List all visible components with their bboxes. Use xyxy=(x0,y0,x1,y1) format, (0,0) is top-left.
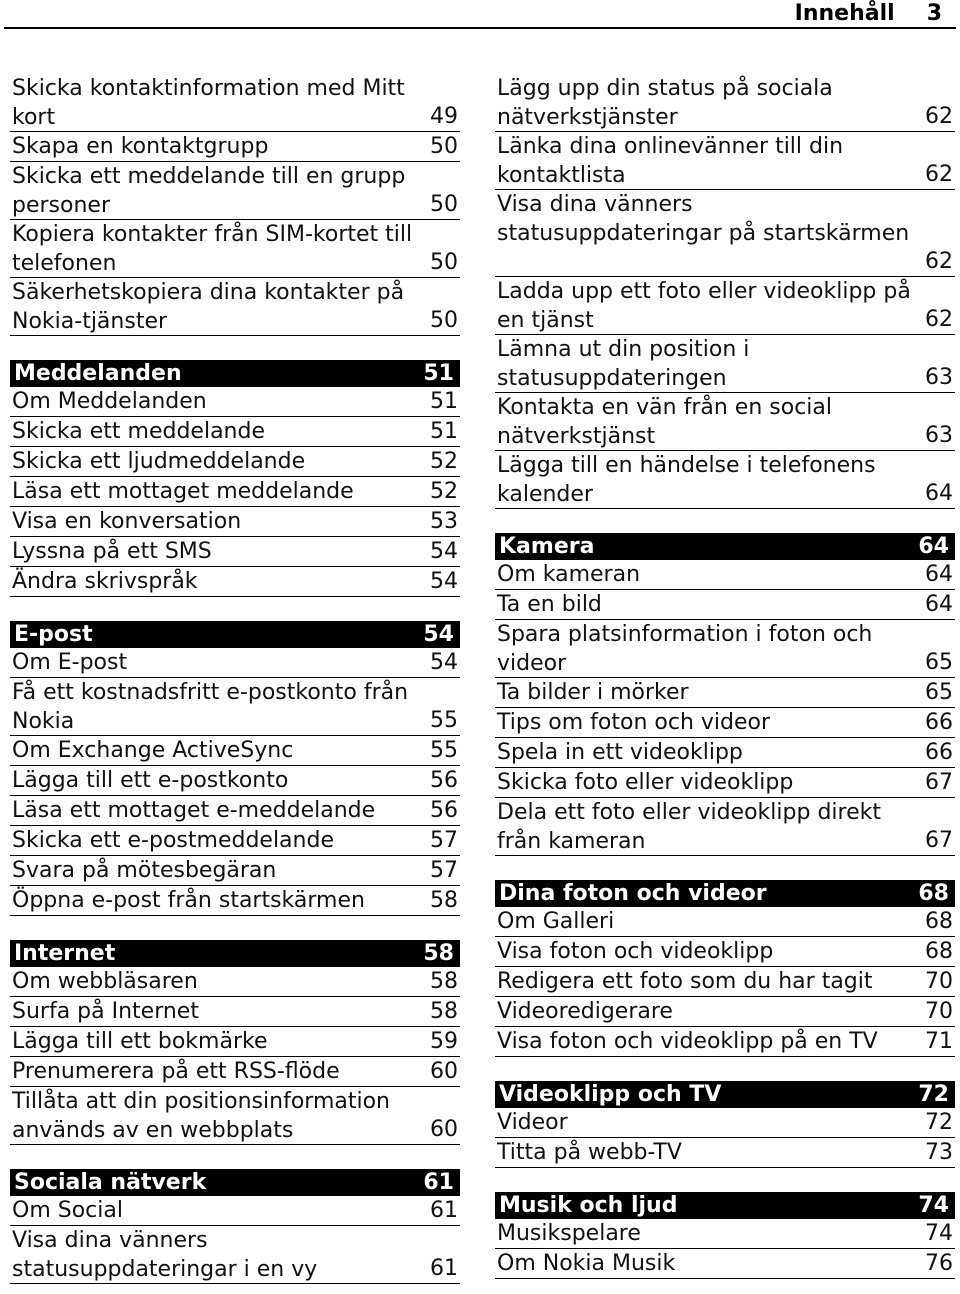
toc-entry[interactable] xyxy=(10,220,460,278)
toc-section-heading[interactable] xyxy=(10,1169,460,1196)
entry-title: Ta en bild xyxy=(497,592,602,617)
entry-page-number: 50 xyxy=(430,308,458,333)
toc-entry[interactable] xyxy=(10,826,460,856)
toc-entry[interactable] xyxy=(495,997,955,1027)
entry-title: Titta på webb-TV xyxy=(497,1140,682,1165)
section-title: Sociala nätverk xyxy=(14,1170,207,1195)
toc-entry[interactable] xyxy=(10,886,460,916)
entry-page-number: 64 xyxy=(925,592,953,617)
toc-entry[interactable] xyxy=(10,477,460,507)
section-page-number: 72 xyxy=(918,1082,949,1107)
toc-entry[interactable] xyxy=(495,132,955,190)
entry-title: Lägga till en händelse i telefonens kalender xyxy=(497,453,876,507)
toc-entry[interactable] xyxy=(10,796,460,826)
section-title: Internet xyxy=(14,941,116,966)
entry-page-number: 59 xyxy=(430,1029,458,1054)
toc-entry[interactable] xyxy=(495,708,955,738)
toc-entry[interactable] xyxy=(10,766,460,796)
entry-title: Skicka ett meddelande xyxy=(12,419,265,444)
toc-entry[interactable] xyxy=(495,1027,955,1057)
entry-page-number: 50 xyxy=(430,134,458,159)
toc-entry[interactable] xyxy=(495,798,955,856)
entry-title: Om kameran xyxy=(497,562,641,587)
section-title: Musik och ljud xyxy=(499,1193,678,1218)
entry-title: Svara på mötesbegäran xyxy=(12,858,277,883)
toc-entry[interactable] xyxy=(10,736,460,766)
header-rule xyxy=(4,27,956,29)
toc-entry[interactable] xyxy=(10,678,460,736)
entry-title: Säkerhetskopiera dina kontakter på Nokia-tjänster xyxy=(12,280,405,334)
entry-title: Skicka foto eller videoklipp xyxy=(497,770,794,795)
entry-page-number: 62 xyxy=(925,307,953,332)
entry-title: Dela ett foto eller videoklipp direkt från kameran xyxy=(497,800,881,854)
entry-title: Skapa en kontaktgrupp xyxy=(12,134,269,159)
entry-page-number: 55 xyxy=(430,738,458,763)
toc-entry[interactable] xyxy=(10,1057,460,1087)
entry-title: Om E-post xyxy=(12,650,128,675)
toc-column-right xyxy=(495,74,955,1279)
entry-page-number: 51 xyxy=(430,419,458,444)
toc-entry[interactable] xyxy=(495,335,955,393)
entry-title: Videoredigerare xyxy=(497,999,673,1024)
entry-title: Visa en konversation xyxy=(12,509,242,534)
entry-page-number: 50 xyxy=(430,192,458,217)
toc-entry[interactable] xyxy=(495,590,955,620)
toc-entry[interactable] xyxy=(10,1027,460,1057)
entry-page-number: 62 xyxy=(925,162,953,187)
entry-page-number: 57 xyxy=(430,828,458,853)
section-page-number: 58 xyxy=(423,941,454,966)
toc-section-heading[interactable] xyxy=(495,880,955,907)
entry-title: Redigera ett foto som du har tagit xyxy=(497,969,873,994)
toc-entry[interactable] xyxy=(10,417,460,447)
entry-title: Tips om foton och videor xyxy=(497,710,771,735)
entry-title: Spara platsinformation i foton och videor xyxy=(497,622,873,676)
toc-entry[interactable] xyxy=(10,997,460,1027)
toc-section-heading[interactable] xyxy=(495,533,955,560)
entry-page-number: 53 xyxy=(430,509,458,534)
entry-title: Lämna ut din position i statusuppdateringen xyxy=(497,337,750,391)
toc-entry[interactable] xyxy=(10,387,460,417)
entry-page-number: 68 xyxy=(925,909,953,934)
toc-entry[interactable] xyxy=(10,1087,460,1145)
section-title: Dina foton och videor xyxy=(499,881,767,906)
toc-entry[interactable] xyxy=(10,278,460,336)
entry-page-number: 76 xyxy=(925,1251,953,1276)
entry-page-number: 54 xyxy=(430,569,458,594)
toc-section-heading[interactable] xyxy=(10,360,460,387)
entry-title: Videor xyxy=(497,1110,568,1135)
entry-page-number: 49 xyxy=(430,104,458,129)
entry-title: Skicka ett e-postmeddelande xyxy=(12,828,334,853)
entry-page-number: 67 xyxy=(925,828,953,853)
toc-entry[interactable] xyxy=(495,967,955,997)
entry-title: Om Meddelanden xyxy=(12,389,207,414)
entry-title: Läsa ett mottaget e-meddelande xyxy=(12,798,376,823)
entry-page-number: 71 xyxy=(925,1029,953,1054)
entry-title: Få ett kostnadsfritt e-postkonto från Nokia xyxy=(12,680,409,734)
toc-entry[interactable] xyxy=(495,393,955,451)
toc-entry[interactable] xyxy=(495,620,955,678)
entry-title: Lägg upp din status på sociala nätverkstjänster xyxy=(497,76,833,130)
toc-entry[interactable] xyxy=(10,537,460,567)
section-title: Kamera xyxy=(499,534,595,559)
entry-page-number: 63 xyxy=(925,423,953,448)
entry-page-number: 58 xyxy=(430,888,458,913)
entry-title: Surfa på Internet xyxy=(12,999,199,1024)
entry-title: Skicka ett ljudmeddelande xyxy=(12,449,306,474)
section-page-number: 68 xyxy=(918,881,949,906)
entry-title: Visa dina vänners statusuppdateringar i en vy xyxy=(12,1228,318,1282)
entry-title: Skicka kontaktinformation med Mitt kort xyxy=(12,76,405,130)
entry-page-number: 60 xyxy=(430,1117,458,1142)
entry-page-number: 62 xyxy=(925,249,953,274)
entry-page-number: 65 xyxy=(925,680,953,705)
toc-entry[interactable] xyxy=(10,447,460,477)
toc-entry[interactable] xyxy=(10,132,460,162)
toc-entry[interactable] xyxy=(10,856,460,886)
toc-entry[interactable] xyxy=(495,678,955,708)
section-page-number: 64 xyxy=(918,534,949,559)
entry-title: Lägga till ett e-postkonto xyxy=(12,768,289,793)
entry-page-number: 56 xyxy=(430,798,458,823)
entry-page-number: 57 xyxy=(430,858,458,883)
entry-page-number: 58 xyxy=(430,999,458,1024)
entry-title: Ta bilder i mörker xyxy=(497,680,689,705)
toc-entry[interactable] xyxy=(10,648,460,678)
entry-page-number: 61 xyxy=(430,1256,458,1281)
entry-title: Tillåta att din positionsinformation används av en webbplats xyxy=(12,1089,390,1143)
entry-page-number: 66 xyxy=(925,710,953,735)
entry-title: Ändra skrivspråk xyxy=(12,569,198,594)
entry-page-number: 74 xyxy=(925,1221,953,1246)
entry-page-number: 52 xyxy=(430,479,458,504)
entry-title: Läsa ett mottaget meddelande xyxy=(12,479,354,504)
entry-page-number: 54 xyxy=(430,650,458,675)
section-page-number: 74 xyxy=(918,1193,949,1218)
section-title: Meddelanden xyxy=(14,361,182,386)
entry-page-number: 72 xyxy=(925,1110,953,1135)
entry-page-number: 54 xyxy=(430,539,458,564)
running-head-title: Innehåll xyxy=(794,1,895,26)
toc-section-heading[interactable] xyxy=(495,1192,955,1219)
entry-page-number: 55 xyxy=(430,708,458,733)
entry-page-number: 64 xyxy=(925,562,953,587)
toc-entry[interactable] xyxy=(495,937,955,967)
toc-section-heading[interactable] xyxy=(10,940,460,967)
entry-page-number: 68 xyxy=(925,939,953,964)
toc-entry[interactable] xyxy=(10,74,460,132)
entry-title: Visa foton och videoklipp xyxy=(497,939,774,964)
toc-entry[interactable] xyxy=(495,277,955,335)
section-title: E-post xyxy=(14,622,93,647)
toc-entry[interactable] xyxy=(10,162,460,220)
entry-title: Visa dina vänners statusuppdateringar på startskärmen xyxy=(497,192,910,246)
toc-entry[interactable] xyxy=(10,967,460,997)
entry-page-number: 51 xyxy=(430,389,458,414)
section-page-number: 61 xyxy=(423,1170,454,1195)
entry-page-number: 70 xyxy=(925,999,953,1024)
entry-page-number: 64 xyxy=(925,481,953,506)
entry-page-number: 63 xyxy=(925,365,953,390)
entry-page-number: 70 xyxy=(925,969,953,994)
entry-title: Om Galleri xyxy=(497,909,615,934)
entry-title: Om Nokia Musik xyxy=(497,1251,676,1276)
toc-section-heading[interactable] xyxy=(10,621,460,648)
entry-page-number: 67 xyxy=(925,770,953,795)
entry-title: Musikspelare xyxy=(497,1221,641,1246)
running-head-page-number: 3 xyxy=(926,1,942,26)
entry-page-number: 52 xyxy=(430,449,458,474)
entry-title: Ladda upp ett foto eller videoklipp på en tjänst xyxy=(497,279,911,333)
toc-entry[interactable] xyxy=(495,1138,955,1168)
entry-title: Kontakta en vän från en social nätverkstjänst xyxy=(497,395,832,449)
section-page-number: 51 xyxy=(423,361,454,386)
entry-page-number: 66 xyxy=(925,740,953,765)
entry-title: Skicka ett meddelande till en grupp personer xyxy=(12,164,406,218)
entry-title: Om webbläsaren xyxy=(12,969,198,994)
entry-page-number: 73 xyxy=(925,1140,953,1165)
running-head xyxy=(795,0,942,28)
entry-page-number: 50 xyxy=(430,250,458,275)
toc-entry[interactable] xyxy=(495,560,955,590)
section-page-number: 54 xyxy=(423,622,454,647)
toc-entry[interactable] xyxy=(495,1249,955,1279)
toc-entry[interactable] xyxy=(10,507,460,537)
toc-entry[interactable] xyxy=(10,1196,460,1226)
entry-title: Prenumerera på ett RSS-flöde xyxy=(12,1059,340,1084)
toc-column-left xyxy=(10,74,460,1284)
toc-entry[interactable] xyxy=(10,567,460,597)
entry-page-number: 60 xyxy=(430,1059,458,1084)
entry-title: Lyssna på ett SMS xyxy=(12,539,212,564)
entry-page-number: 61 xyxy=(430,1198,458,1223)
entry-title: Öppna e-post från startskärmen xyxy=(12,888,365,913)
toc-entry[interactable] xyxy=(495,1108,955,1138)
toc-section-heading[interactable] xyxy=(495,1081,955,1108)
toc-entry[interactable] xyxy=(10,1226,460,1284)
entry-title: Lägga till ett bokmärke xyxy=(12,1029,268,1054)
toc-entry[interactable] xyxy=(495,1219,955,1249)
entry-title: Spela in ett videoklipp xyxy=(497,740,743,765)
toc-entry[interactable] xyxy=(495,190,955,277)
toc-entry[interactable] xyxy=(495,738,955,768)
entry-title: Länka dina onlinevänner till din kontaktlista xyxy=(497,134,844,188)
section-title: Videoklipp och TV xyxy=(499,1082,722,1107)
entry-page-number: 58 xyxy=(430,969,458,994)
entry-page-number: 65 xyxy=(925,650,953,675)
entry-title: Om Exchange ActiveSync xyxy=(12,738,294,763)
entry-page-number: 56 xyxy=(430,768,458,793)
entry-title: Visa foton och videoklipp på en TV xyxy=(497,1029,878,1054)
entry-title: Kopiera kontakter från SIM-kortet till telefonen xyxy=(12,222,413,276)
entry-page-number: 62 xyxy=(925,104,953,129)
toc-entry[interactable] xyxy=(495,74,955,132)
toc-entry[interactable] xyxy=(495,451,955,509)
entry-title: Om Social xyxy=(12,1198,123,1223)
toc-entry[interactable] xyxy=(495,768,955,798)
toc-entry[interactable] xyxy=(495,907,955,937)
